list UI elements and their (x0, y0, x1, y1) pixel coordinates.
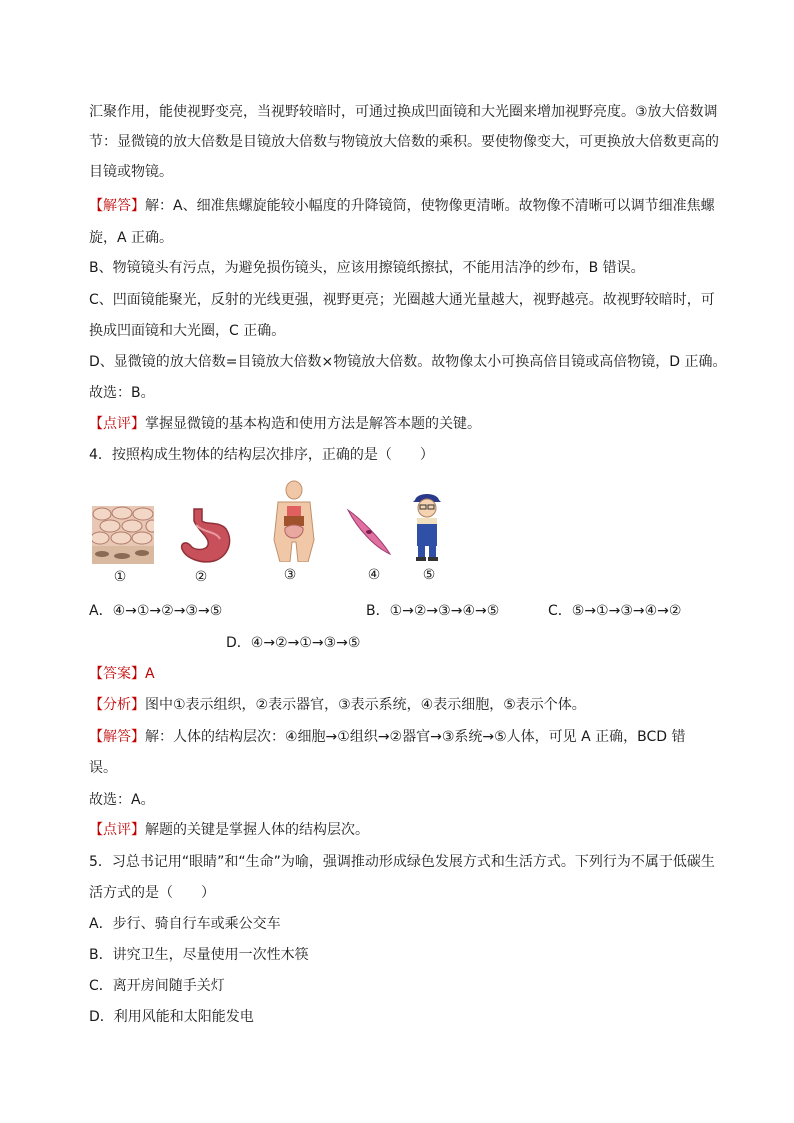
comment-tag: 【点评】 (89, 822, 145, 838)
q5-option-a: A．步行、骑自行车或乘公交车 (89, 916, 281, 932)
q5-option-d: D．利用风能和太阳能发电 (89, 1009, 254, 1025)
human-body-systems-image (268, 480, 320, 562)
q4-solution-line (89, 727, 686, 747)
q4-option-d: D．④→②→①→③→⑤ (226, 635, 361, 651)
solution-tag: 【解答】 (89, 729, 145, 745)
q4-stem: 4．按照构成生物体的结构层次排序，正确的是（ ） (89, 447, 434, 463)
analysis-tag: 【分析】 (89, 697, 145, 713)
tissue-image (92, 506, 154, 564)
figure-label: ② (194, 569, 208, 585)
analysis-text: 图中①表示组织，②表示器官，③表示系统，④表示细胞，⑤表示个体。 (145, 697, 586, 713)
q3-choose: 故选：B。 (89, 385, 155, 401)
figure-label: ③ (283, 567, 297, 583)
figure-label: ⑤ (422, 567, 436, 583)
solution-text: 解：人体的结构层次：④细胞→①组织→②器官→③系统→⑤人体，可见 A 正确，BCD 错 (145, 729, 686, 745)
q5-option-c: C．离开房间随手关灯 (89, 978, 225, 994)
paragraph-line: 目镜或物镜。 (89, 164, 173, 180)
comment-text: 掌握显微镜的基本构造和使用方法是解答本题的关键。 (145, 416, 481, 432)
q4-option-c: C．⑤→①→③→④→② (548, 603, 682, 619)
paragraph-line: 汇聚作用，能使视野变亮，当视野较暗时，可通过换成凹面镜和大光圈来增加视野亮度。③放大倍数调 (89, 104, 718, 120)
q4-analysis-line (89, 695, 586, 715)
comment-tag: 【点评】 (89, 416, 145, 432)
figure-label: ① (113, 569, 127, 585)
solution-tag: 【解答】 (89, 198, 145, 214)
q3-option-c-explain: C、凹面镜能聚光，反射的光线更强，视野更亮；光圈越大通光量越大，视野越亮。故视野较暗时，可 (89, 292, 715, 308)
answer-tag: 【答案】 (89, 666, 145, 682)
solution-text: 解：A、细准焦螺旋能较小幅度的升降镜筒，使物像更清晰。故物像不清晰可以调节细准焦螺 (145, 198, 715, 214)
q3-option-b-explain: B、物镜镜头有污点，为避免损伤镜头，应该用擦镜纸擦拭，不能用洁净的纱布，B 错误。 (89, 260, 645, 276)
answer-value: A (145, 666, 155, 682)
q4-answer-line (89, 664, 155, 684)
q4-comment-line (89, 820, 369, 840)
q3-solution-line: 旋，A 正确。 (89, 230, 174, 246)
q4-solution-line: 误。 (89, 760, 117, 776)
stomach-image (176, 507, 236, 565)
q4-choose: 故选：A。 (89, 792, 155, 808)
q3-option-d-explain: D、显微镜的放大倍数=目镜放大倍数×物镜放大倍数。故物像太小可换高倍目镜或高倍物镜，D 正确。 (89, 354, 727, 370)
q3-option-c-explain: 换成凹面镜和大光圈，C 正确。 (89, 323, 286, 339)
q4-option-a: A．④→①→②→③→⑤ (89, 603, 223, 619)
q5-stem: 5．习总书记用“眼睛”和“生命”为喻，强调推动形成绿色发展方式和生活方式。下列行为不属于低碳生 (89, 854, 715, 870)
q5-stem: 活方式的是（ ） (89, 885, 215, 901)
q3-solution-line (89, 196, 715, 216)
q5-option-b: B．讲究卫生，尽量使用一次性木筷 (89, 947, 309, 963)
figure-label: ④ (367, 567, 381, 583)
comment-text: 解题的关键是掌握人体的结构层次。 (145, 822, 369, 838)
cell-image (346, 508, 392, 556)
person-image (409, 490, 445, 562)
q4-option-b: B．①→②→③→④→⑤ (366, 603, 500, 619)
paragraph-line: 节：显微镜的放大倍数是目镜放大倍数与物镜放大倍数的乘积。要使物像变大，可更换放大倍数更高的 (89, 134, 719, 150)
q3-comment-line (89, 414, 481, 434)
